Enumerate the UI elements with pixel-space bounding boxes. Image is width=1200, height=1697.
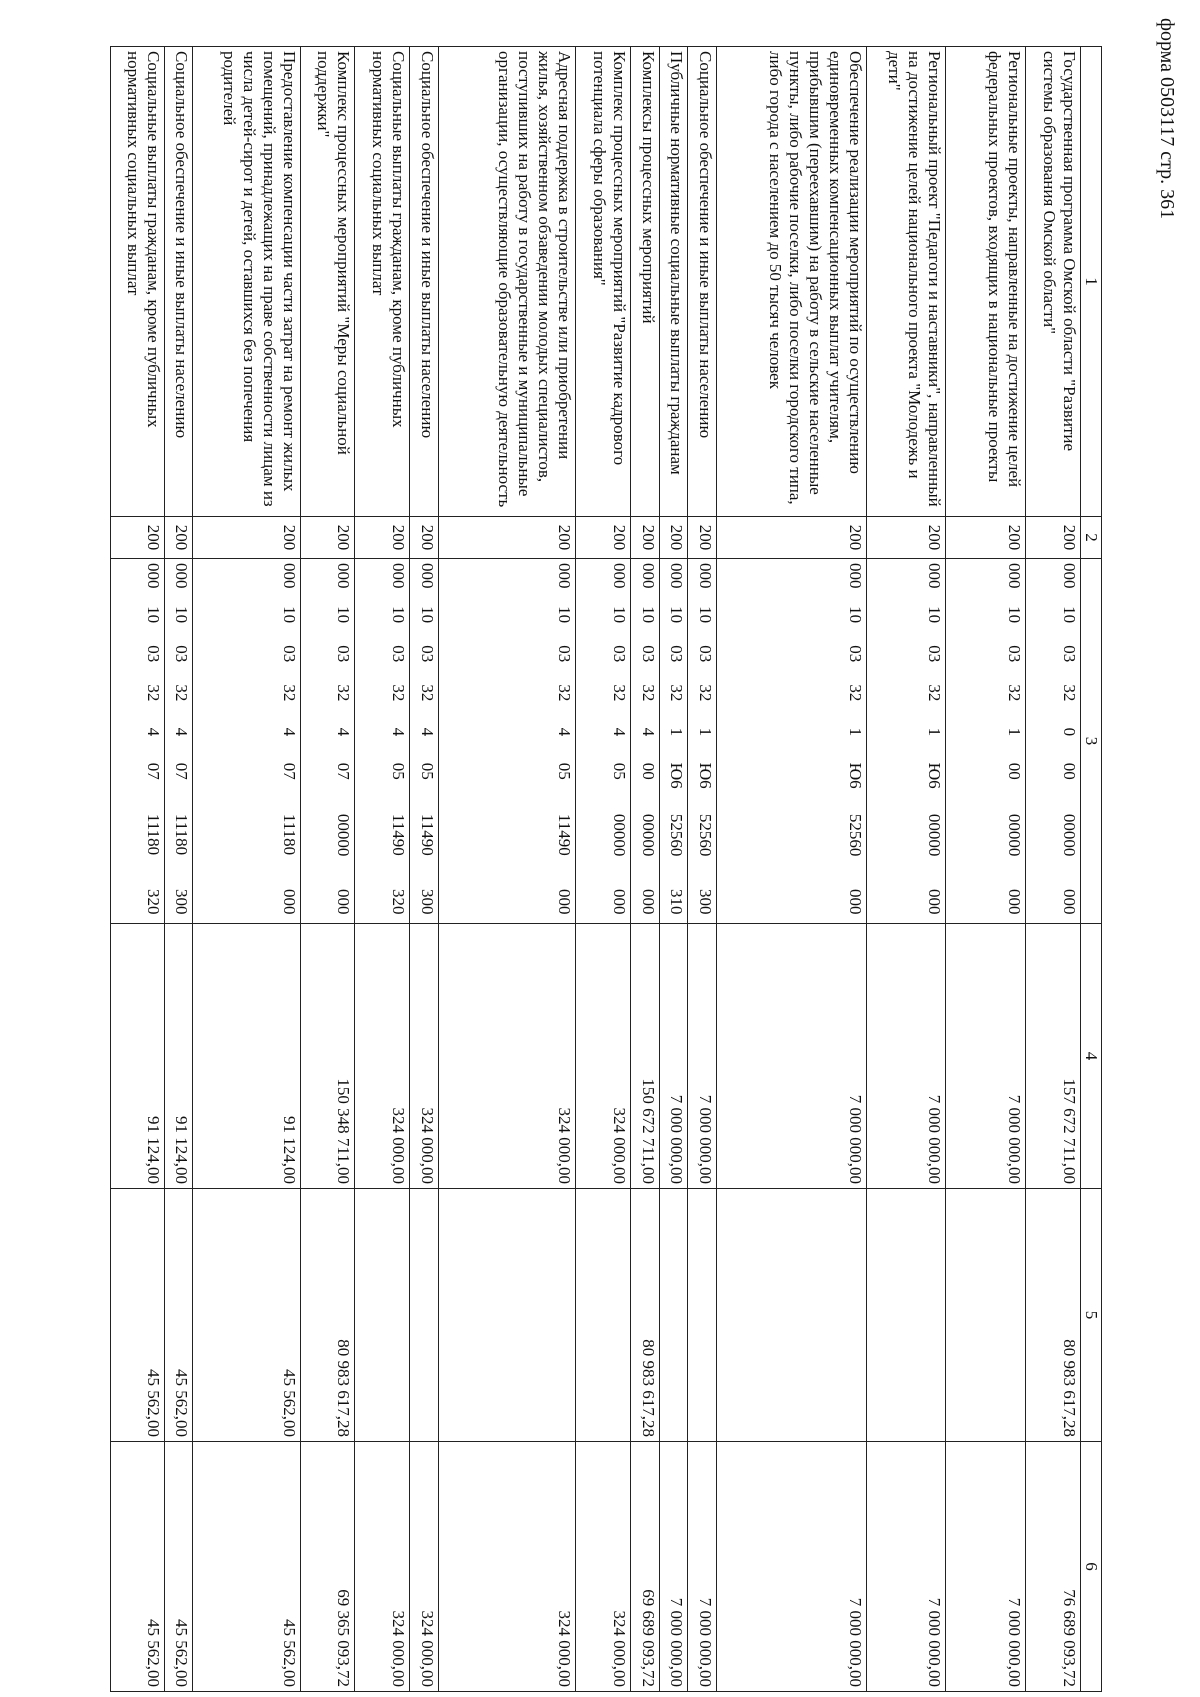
row-executed-amount [438,1189,575,1442]
code-segment: 11180 [172,813,192,856]
row-name: Социальные выплаты гражданам, кроме публичных нормативных социальных выплат [111,47,165,517]
form-page-label: форма 0503117 стр. 361 [1156,18,1178,220]
code-segment: 03 [1005,645,1025,663]
row-executed-amount [716,1189,866,1442]
budget-report-table [110,46,1102,1692]
row-approved-amount: 7 000 000,00 [946,924,1026,1189]
code-segment: 05 [555,762,575,780]
code-segment: 11180 [279,813,299,856]
code-segment: 000 [334,563,354,589]
table-row [164,47,193,1692]
code-segment: 03 [609,645,629,663]
code-segment: 1 [925,727,945,737]
row-approved-amount: 91 124,00 [193,924,300,1189]
code-segment: 00000 [1005,813,1025,857]
row-unexecuted-amount: 324 000,00 [438,1442,575,1692]
row-unexecuted-amount: 45 562,00 [111,1442,165,1692]
row-executed-amount [355,1189,410,1442]
code-segment: 1 [845,727,865,737]
code-segment: Ю6 [695,762,715,789]
code-segment: 4 [638,727,658,737]
table-row [630,47,659,1692]
row-classification-code [1026,559,1081,924]
code-segment: 000 [638,563,658,589]
row-name: Комплекс процессных мероприятий "Развитие кадрового потенциала сферы образования" [576,47,631,517]
code-segment: 00000 [925,813,945,857]
code-segment: 10 [279,606,299,624]
row-line-code: 200 [193,517,300,559]
code-segment: 32 [389,684,409,702]
code-segment: 000 [555,563,575,589]
code-segments [1004,563,1024,919]
row-approved-amount: 91 124,00 [164,924,193,1189]
row-unexecuted-amount: 324 000,00 [355,1442,410,1692]
code-segment: 10 [609,606,629,624]
table-body [111,47,1081,1692]
code-segment: 300 [172,888,192,915]
row-line-code: 200 [1026,517,1081,559]
code-segment: 03 [1060,645,1079,663]
header-cell: 3 [1081,559,1102,924]
row-name: Комплексы процессных мероприятий [630,47,659,517]
row-approved-amount: 324 000,00 [438,924,575,1189]
code-segments [609,563,629,919]
row-approved-amount: 7 000 000,00 [688,924,717,1189]
code-segment: 10 [638,606,658,624]
table-row [111,47,165,1692]
code-segment: 32 [1005,684,1025,702]
row-classification-code [111,559,165,924]
code-segment: 4 [609,727,629,737]
row-executed-amount: 45 562,00 [111,1189,165,1442]
row-name: Комплекс процессных мероприятий "Меры социальной поддержки" [300,47,355,517]
row-unexecuted-amount: 76 689 093,72 [1026,1442,1081,1692]
row-name: Предоставление компенсации части затрат на ремонт жилых помещений, принадлежащих на праве собственности лицам из числа детей-сирот и детей, оставшихся без попечения родителей [193,47,300,517]
code-segment: Ю6 [667,762,687,789]
code-segment: 000 [143,563,163,589]
code-segment: 10 [667,606,687,624]
table-row [866,47,946,1692]
row-unexecuted-amount: 7 000 000,00 [716,1442,866,1692]
code-segment: 11490 [555,813,575,856]
code-segment: 10 [695,606,715,624]
row-approved-amount: 324 000,00 [576,924,631,1189]
table-row [576,47,631,1692]
row-executed-amount [946,1189,1026,1442]
code-segments [143,563,163,919]
code-segment: 32 [334,684,354,702]
code-segment: 05 [609,762,629,780]
row-line-code: 200 [576,517,631,559]
row-classification-code [355,559,410,924]
code-segment: 03 [334,645,354,663]
code-segment: 00000 [334,813,354,857]
code-segment: 300 [417,888,437,915]
code-segment: 03 [143,645,163,663]
code-segment: 32 [555,684,575,702]
code-segment: 32 [279,684,299,702]
row-name: Социальное обеспечение и иные выплаты населению [688,47,717,517]
code-segment: 52560 [695,813,715,857]
code-segment: 10 [925,606,945,624]
code-segment: 00000 [1060,813,1079,857]
code-segments [171,563,191,919]
row-name: Региональный проект "Педагоги и наставники", направленный на достижение целей национального проекта "Молодежь и дети" [866,47,946,517]
code-segment: 03 [389,645,409,663]
row-unexecuted-amount: 69 689 093,72 [630,1442,659,1692]
code-segments [279,563,299,919]
code-segment: 320 [143,888,163,915]
row-executed-amount [659,1189,688,1442]
code-segment: 000 [609,563,629,589]
code-segment: Ю6 [925,762,945,789]
code-segment: 4 [555,727,575,737]
code-segment: 03 [845,645,865,663]
table-row [193,47,300,1692]
code-segment: 000 [417,563,437,589]
code-segment: 00000 [638,813,658,857]
code-segment: 10 [172,606,192,624]
code-segment: 10 [143,606,163,624]
header-cell: 5 [1081,1189,1102,1442]
code-segment: 000 [279,563,299,589]
code-segment: 10 [334,606,354,624]
code-segment: 07 [334,762,354,780]
code-segment: 000 [555,888,575,915]
code-segment: 07 [143,762,163,780]
row-classification-code [576,559,631,924]
code-segments [924,563,944,919]
code-segment: 10 [845,606,865,624]
row-line-code: 200 [716,517,866,559]
row-line-code: 200 [111,517,165,559]
row-line-code: 200 [866,517,946,559]
row-line-code: 200 [300,517,355,559]
code-segment: 03 [555,645,575,663]
code-segments [638,563,658,919]
code-segment: 32 [417,684,437,702]
row-classification-code [659,559,688,924]
code-segment: 000 [389,563,409,589]
code-segment: 0 [1060,727,1079,737]
code-segment: 10 [417,606,437,624]
table-row [659,47,688,1692]
code-segments [388,563,408,919]
code-segment: 03 [279,645,299,663]
row-classification-code [866,559,946,924]
code-segment: 32 [925,684,945,702]
row-approved-amount: 324 000,00 [355,924,410,1189]
table-row [1026,47,1081,1692]
code-segment: 03 [638,645,658,663]
code-segment: 000 [695,563,715,589]
row-name: Обеспечение реализации мероприятий по осуществлению единовременных компенсационных выплат учителям, прибывшим (переехавшим) на работу в сельские населенные пункты, либо рабочие поселки, либо поселки городского типа, либо города с населением до 50 тысяч человек [716,47,866,517]
code-segment: 000 [1005,888,1025,915]
code-segment: 4 [417,727,437,737]
table-row [688,47,717,1692]
header-cell: 2 [1081,517,1102,559]
code-segment: 000 [1005,563,1025,589]
code-segment: 4 [389,727,409,737]
row-executed-amount: 80 983 617,28 [630,1189,659,1442]
code-segment: 10 [389,606,409,624]
code-segment: 4 [172,727,192,737]
code-segments [666,563,686,919]
row-classification-code [300,559,355,924]
code-segment: 4 [143,727,163,737]
header-cell: 4 [1081,924,1102,1189]
code-segments [417,563,437,919]
row-line-code: 200 [438,517,575,559]
code-segment: 10 [1060,606,1079,624]
table-row [355,47,410,1692]
code-segments [845,563,865,919]
row-classification-code [946,559,1026,924]
row-name: Региональные проекты, направленные на достижение целей федеральных проектов, входящих в национальные проекты [946,47,1026,517]
code-segment: 000 [334,888,354,915]
code-segments [333,563,353,919]
row-name: Публичные нормативные социальные выплаты гражданам [659,47,688,517]
code-segment: 300 [695,888,715,915]
code-segment: 03 [172,645,192,663]
code-segment: 000 [845,888,865,915]
code-segments [1059,563,1079,919]
code-segment: 000 [279,888,299,915]
code-segment: 32 [172,684,192,702]
row-approved-amount: 7 000 000,00 [659,924,688,1189]
code-segment: 03 [667,645,687,663]
code-segment: 000 [1060,563,1079,589]
row-classification-code [438,559,575,924]
code-segment: 32 [695,684,715,702]
code-segment: 000 [172,563,192,589]
row-unexecuted-amount: 324 000,00 [410,1442,439,1692]
code-segment: 320 [389,888,409,915]
code-segment: 000 [638,888,658,915]
row-name: Социальное обеспечение и иные выплаты населению [164,47,193,517]
row-unexecuted-amount: 45 562,00 [193,1442,300,1692]
row-unexecuted-amount: 45 562,00 [164,1442,193,1692]
code-segment: 00 [1005,762,1025,780]
code-segment: 10 [1005,606,1025,624]
code-segment: 000 [1060,888,1079,915]
code-segment: 000 [667,563,687,589]
code-segment: 11180 [143,813,163,856]
code-segments [554,563,574,919]
row-executed-amount [410,1189,439,1442]
row-executed-amount [688,1189,717,1442]
code-segment: 00 [1060,762,1079,780]
code-segment: 310 [667,888,687,915]
code-segment: 11490 [417,813,437,856]
row-unexecuted-amount: 69 365 093,72 [300,1442,355,1692]
code-segment: 4 [279,727,299,737]
code-segment: 1 [1005,727,1025,737]
code-segment: 1 [667,727,687,737]
row-approved-amount: 7 000 000,00 [866,924,946,1189]
code-segment: 000 [609,888,629,915]
rotated-table-wrapper [110,46,1102,1691]
code-segment: 000 [845,563,865,589]
code-segment: 32 [1060,684,1079,702]
code-segment: 07 [172,762,192,780]
row-classification-code [193,559,300,924]
row-executed-amount: 80 983 617,28 [1026,1189,1081,1442]
row-classification-code [630,559,659,924]
row-approved-amount: 7 000 000,00 [716,924,866,1189]
code-segment: 32 [638,684,658,702]
code-segment: 03 [695,645,715,663]
table-row [438,47,575,1692]
row-unexecuted-amount: 7 000 000,00 [866,1442,946,1692]
row-unexecuted-amount: 7 000 000,00 [946,1442,1026,1692]
row-name: Социальное обеспечение и иные выплаты населению [410,47,439,517]
code-segment: 32 [609,684,629,702]
code-segment: 00000 [609,813,629,857]
code-segment: 05 [389,762,409,780]
row-executed-amount [576,1189,631,1442]
code-segment: 00 [638,762,658,780]
table-header-row [1081,47,1102,1692]
code-segment: 03 [925,645,945,663]
row-unexecuted-amount: 7 000 000,00 [688,1442,717,1692]
row-approved-amount: 150 348 711,00 [300,924,355,1189]
table-row [946,47,1026,1692]
row-line-code: 200 [410,517,439,559]
code-segment: 1 [695,727,715,737]
row-line-code: 200 [164,517,193,559]
row-classification-code [410,559,439,924]
row-name: Государственная программа Омской области "Развитие системы образования Омской области" [1026,47,1081,517]
row-line-code: 200 [688,517,717,559]
row-line-code: 200 [355,517,410,559]
code-segment: 4 [334,727,354,737]
code-segment: Ю6 [845,762,865,789]
row-name: Социальные выплаты гражданам, кроме публичных нормативных социальных выплат [355,47,410,517]
table-row [410,47,439,1692]
code-segment: 000 [925,563,945,589]
code-segments [695,563,715,919]
code-segment: 03 [417,645,437,663]
code-segment: 05 [417,762,437,780]
row-unexecuted-amount: 324 000,00 [576,1442,631,1692]
row-classification-code [164,559,193,924]
code-segment: 000 [925,888,945,915]
table-row [300,47,355,1692]
row-line-code: 200 [630,517,659,559]
row-line-code: 200 [946,517,1026,559]
row-approved-amount: 91 124,00 [111,924,165,1189]
code-segment: 11490 [389,813,409,856]
row-approved-amount: 157 672 711,00 [1026,924,1081,1189]
row-unexecuted-amount: 7 000 000,00 [659,1442,688,1692]
code-segment: 52560 [667,813,687,857]
row-classification-code [716,559,866,924]
code-segment: 32 [143,684,163,702]
code-segment: 32 [845,684,865,702]
row-classification-code [688,559,717,924]
row-line-code: 200 [659,517,688,559]
row-executed-amount: 45 562,00 [164,1189,193,1442]
row-executed-amount [866,1189,946,1442]
row-name: Адресная поддержка в строительстве или приобретении жилья, хозяйственном обзаведении молодых специалистов, поступивших на работу в государственные и муниципальные организации, осуществляющие образовательную деятельность [438,47,575,517]
code-segment: 32 [667,684,687,702]
code-segment: 10 [555,606,575,624]
row-approved-amount: 150 672 711,00 [630,924,659,1189]
row-executed-amount: 45 562,00 [193,1189,300,1442]
table-row [716,47,866,1692]
code-segment: 07 [279,762,299,780]
row-executed-amount: 80 983 617,28 [300,1189,355,1442]
row-approved-amount: 324 000,00 [410,924,439,1189]
header-cell: 6 [1081,1442,1102,1692]
code-segment: 52560 [845,813,865,857]
header-cell: 1 [1081,47,1102,517]
